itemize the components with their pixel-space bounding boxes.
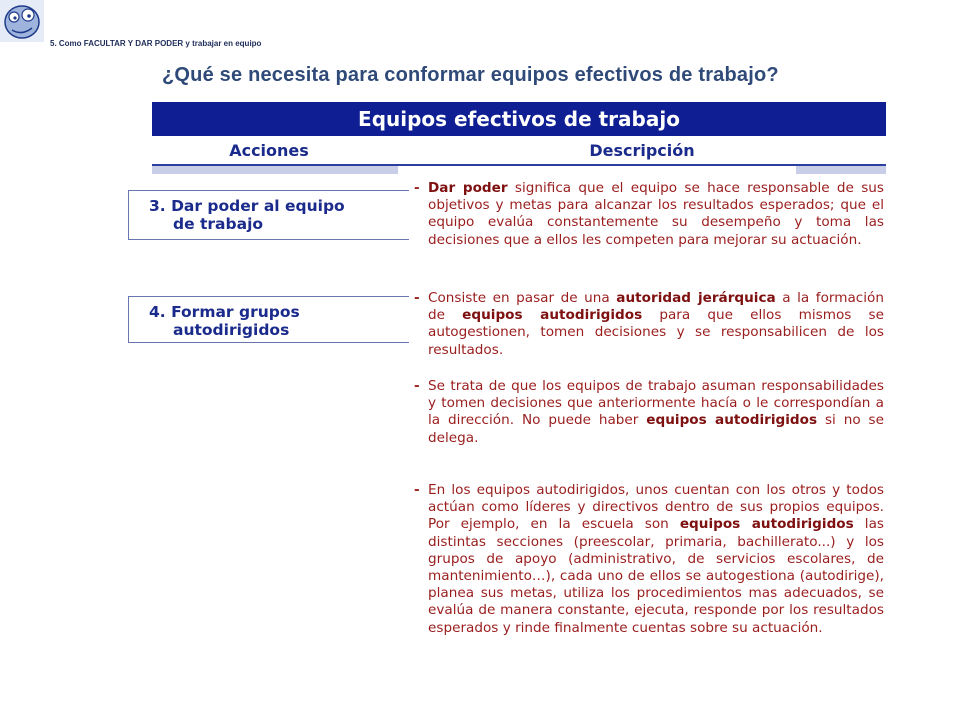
- description-text: [414, 378, 884, 447]
- description-item: [414, 290, 884, 359]
- bold-phrase: autoridad jerárquica: [616, 290, 776, 306]
- description-item: [414, 180, 884, 249]
- description-text: [414, 482, 884, 637]
- action-label-line2: de trabajo: [173, 215, 264, 233]
- text-run: En los equipos autodirigidos, unos cuentan con los otros y todos actúan como líderes y directivos dentro de sus propios equipos. Por ejemplo, en la escuela son: [428, 482, 884, 533]
- bold-phrase: Dar poder: [428, 180, 508, 196]
- text-run: Se trata de que los equipos de trabajo asuman responsabilidades y tomen decisiones que anteriormente hacía o le correspondían a la dirección. No puede haber: [428, 378, 884, 429]
- action-item-formar-grupos: [128, 296, 409, 343]
- action-label-line1: 3. Dar poder al equipo: [149, 197, 345, 215]
- shade-bar-right: [796, 166, 886, 174]
- description-text: [414, 290, 884, 359]
- column-header-descripcion: Descripción: [589, 140, 695, 160]
- shade-bar-left: [152, 166, 398, 174]
- text-run: las distintas secciones (preescolar, primaria, bachillerato...) y los grupos de apoyo (administrativo, de servicios escolares, de mantenimiento…), cada uno de ellos se autogestiona (autodirige), planea sus metas, utiliza los procedimientos mas adecuados, se evalúa de manera constante, ejecuta, responde por los resultados esperados y rinde finalmente cuentas sobre su actuación.: [428, 516, 884, 636]
- text-run: significa que el equipo se hace responsable de sus objetivos y metas para alcanzar los resultados esperados; que el equipo evalúa constantemente su desempeño y toma las decisiones que a ellos les competen para mejorar su actuación.: [428, 180, 884, 248]
- text-run: para que ellos mismos se autogestionen, tomen decisiones y se responsabilicen de los resultados.: [428, 307, 884, 358]
- bold-phrase: equipos autodirigidos: [679, 516, 854, 533]
- action-label-line2: autodirigidos: [173, 321, 290, 339]
- description-text: [414, 180, 884, 249]
- text-run: a la formación de: [428, 290, 884, 324]
- column-headers: [152, 136, 886, 166]
- description-item: [414, 378, 884, 447]
- description-item: [414, 482, 884, 637]
- column-header-acciones: Acciones: [229, 140, 309, 160]
- action-item-dar-poder: [128, 190, 409, 240]
- bullet-dash: -: [414, 482, 420, 498]
- bullet-dash: -: [414, 290, 420, 306]
- breadcrumb: 5. Como FACULTAR Y DAR PODER y trabajar en equipo: [50, 39, 262, 48]
- cartoon-figure-logo-icon: [0, 0, 44, 42]
- bullet-dash: -: [414, 378, 420, 394]
- page-title: ¿Qué se necesita para conformar equipos efectivos de trabajo?: [162, 64, 779, 86]
- action-label-line1: 4. Formar grupos: [149, 303, 300, 321]
- bold-phrase: equipos autodirigidos: [646, 412, 818, 429]
- text-run: si no se delega.: [428, 412, 884, 446]
- table-title: Equipos efectivos de trabajo: [152, 102, 886, 136]
- text-run: Consiste en pasar de una: [428, 290, 617, 306]
- bullet-dash: -: [414, 180, 420, 196]
- bold-phrase: equipos autodirigidos: [462, 307, 643, 324]
